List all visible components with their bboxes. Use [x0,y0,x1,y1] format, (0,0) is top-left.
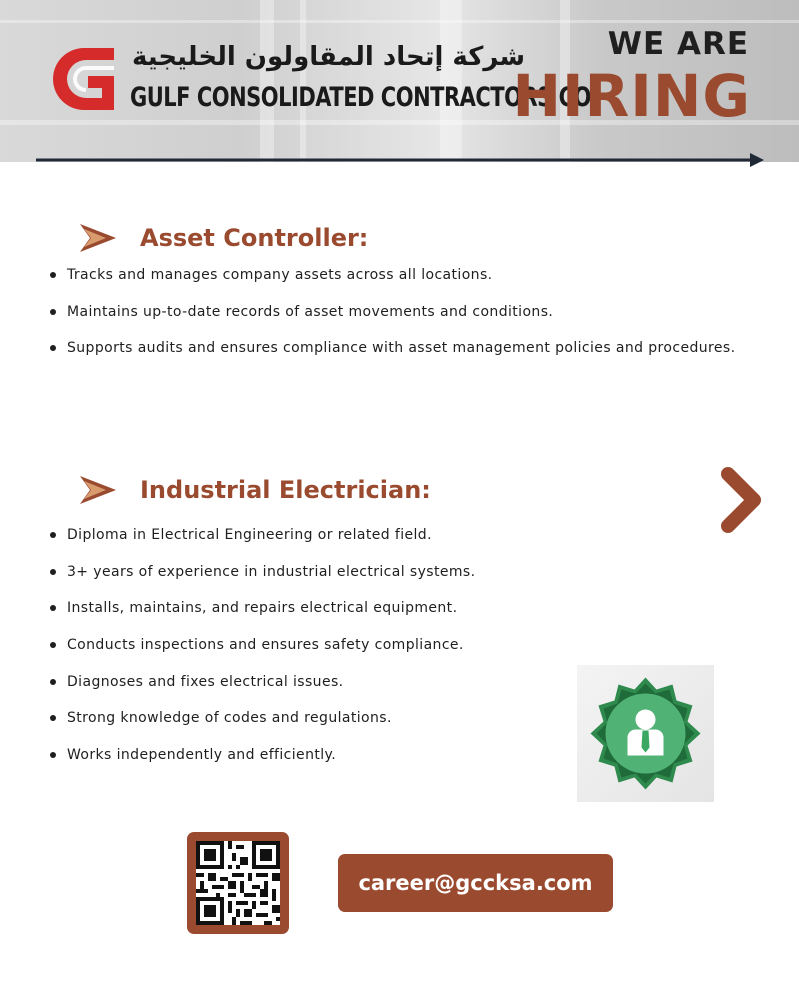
asset-controller-list [48,266,735,376]
qr-code-icon [196,841,280,925]
list-item: Tracks and manages company assets across all locations. [48,266,735,303]
list-item: Diagnoses and fixes electrical issues. [48,673,475,710]
section-arrow-icon [80,224,116,252]
divider-arrow-icon [36,150,766,170]
industrial-electrician-list [48,526,475,783]
list-item: Works independently and efficiently. [48,746,475,783]
header-banner [0,0,799,162]
section-title-text: Asset Controller: [140,224,369,252]
chevron-right-icon [718,466,764,534]
employee-badge [577,665,714,802]
banner-hiring: HIRING [512,62,751,130]
list-item: Installs, maintains, and repairs electrical equipment. [48,599,475,636]
company-logo-icon [48,44,120,114]
employee-badge-icon [577,665,714,802]
section-title-industrial-electrician [80,476,431,504]
logo-arabic-name: شركة إتحاد المقاولون الخليجية [132,42,526,72]
list-item: Maintains up-to-date records of asset movements and conditions. [48,303,735,340]
list-item: 3+ years of experience in industrial electrical systems. [48,563,475,600]
banner-we-are: WE ARE [607,26,749,62]
logo-english-name: GULF CONSOLIDATED CONTRACTORS CO. [130,82,598,112]
list-item: Conducts inspections and ensures safety compliance. [48,636,475,673]
list-item: Diploma in Electrical Engineering or related field. [48,526,475,563]
career-email-button[interactable]: career@gccksa.com [338,854,613,912]
qr-code[interactable] [187,832,289,934]
list-item: Strong knowledge of codes and regulations. [48,709,475,746]
section-arrow-icon [80,476,116,504]
section-title-text: Industrial Electrician: [140,476,431,504]
list-item: Supports audits and ensures compliance with asset management policies and procedures. [48,339,735,376]
section-title-asset-controller [80,224,368,252]
